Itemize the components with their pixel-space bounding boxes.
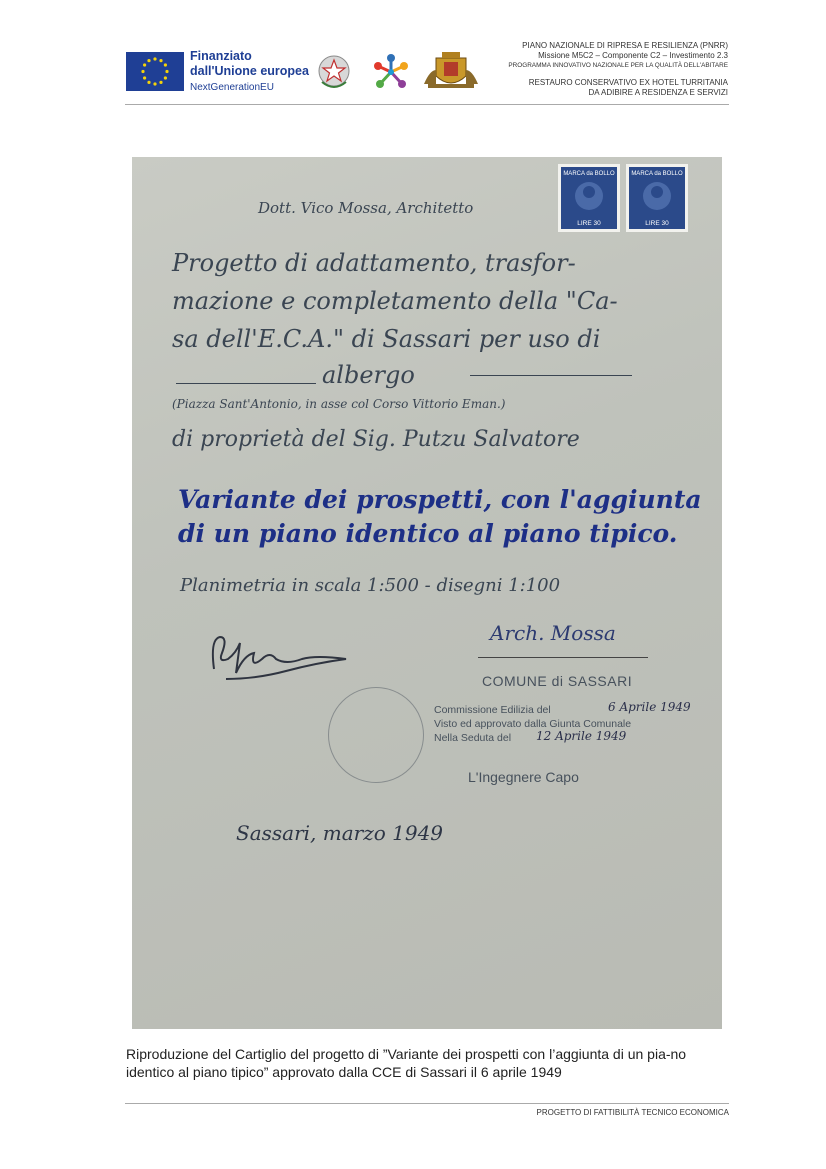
place-date: Sassari, marzo 1949: [236, 821, 444, 845]
eu-line1: Finanziato: [190, 49, 252, 63]
title-line-4: albergo: [322, 361, 415, 389]
photo-caption: Riproduzione del Cartiglio del progetto di ”Variante dei prospetti con l’aggiunta di un pia-no identico al piano tipico” approvato dalla CCE di Sassari il 6 aprile 1949: [126, 1046, 687, 1080]
commission-date: 6 Aprile 1949: [608, 700, 691, 714]
header-pnrr: PIANO NAZIONALE DI RIPRESA E RESILIENZA (PNRR): [522, 41, 728, 50]
header-mission: Missione M5C2 – Componente C2 – Investimento 2.3: [538, 51, 728, 60]
project-header: [508, 41, 728, 98]
signature-rule: [478, 657, 648, 658]
underline-right: [470, 375, 632, 376]
commission-line: Commissione Edilizia del: [434, 704, 551, 716]
scale-line: Planimetria in scala 1:500 - disegni 1:100: [180, 575, 561, 596]
eu-line3: NextGenerationEU: [190, 82, 274, 93]
session-date: 12 Aprile 1949: [536, 729, 627, 743]
round-seal: [328, 687, 424, 783]
eu-funding-text: [190, 49, 309, 95]
revenue-stamps: [558, 164, 688, 237]
title-line-3: sa dell'E.C.A." di Sassari per uso di: [172, 325, 601, 353]
italian-republic-emblem: [316, 52, 352, 92]
header-program: PROGRAMMA INNOVATIVO NAZIONALE PER LA QUALITÀ DELL'ABITARE: [508, 62, 728, 69]
title-line-1: Progetto di adattamento, trasfor-: [172, 249, 576, 277]
stamp-value-2: LIRE 30: [645, 220, 669, 227]
session-line: Nella Seduta del: [434, 732, 512, 744]
stamp-top-label-1: MARCA da BOLLO: [563, 171, 615, 177]
engineer-line: L'Ingegnere Capo: [468, 769, 579, 785]
stamp-value-1: LIRE 30: [577, 220, 601, 227]
location-line: (Piazza Sant'Antonio, in asse col Corso Vittorio Eman.): [172, 397, 506, 411]
author-line: Dott. Vico Mossa, Architetto: [258, 199, 474, 217]
header-project-title: RESTAURO CONSERVATIVO EX HOTEL TURRITANIA: [528, 78, 728, 87]
comune-stamp: COMUNE di SASSARI: [482, 673, 633, 689]
program-network-logo: [370, 52, 412, 92]
document-photo: [132, 157, 722, 1029]
owner-line: di proprietà del Sig. Putzu Salvatore: [172, 427, 580, 452]
underline-left: [176, 383, 316, 384]
approval-line: Visto ed approvato dalla Giunta Comunale: [434, 718, 632, 730]
owner-signature: [206, 629, 356, 694]
footer-divider: [125, 1103, 729, 1104]
architect-signature: Arch. Mossa: [490, 621, 616, 645]
sassari-coat-of-arms: [422, 50, 480, 92]
variant-line-2: di un piano identico al piano tipico.: [178, 519, 678, 548]
variant-line-1: Variante dei prospetti, con l'aggiunta: [178, 485, 702, 514]
header-project-subtitle: DA ADIBIRE A RESIDENZA E SERVIZI: [588, 88, 728, 97]
header-divider: [125, 104, 729, 105]
stamp-top-label-2: MARCA da BOLLO: [631, 171, 683, 177]
footer-text: PROGETTO DI FATTIBILITÀ TECNICO ECONOMICA: [536, 1108, 729, 1117]
eu-line2: dall'Unione europea: [190, 64, 309, 78]
eu-flag-logo: [126, 52, 184, 91]
title-line-2: mazione e completamento della "Ca-: [172, 287, 618, 315]
